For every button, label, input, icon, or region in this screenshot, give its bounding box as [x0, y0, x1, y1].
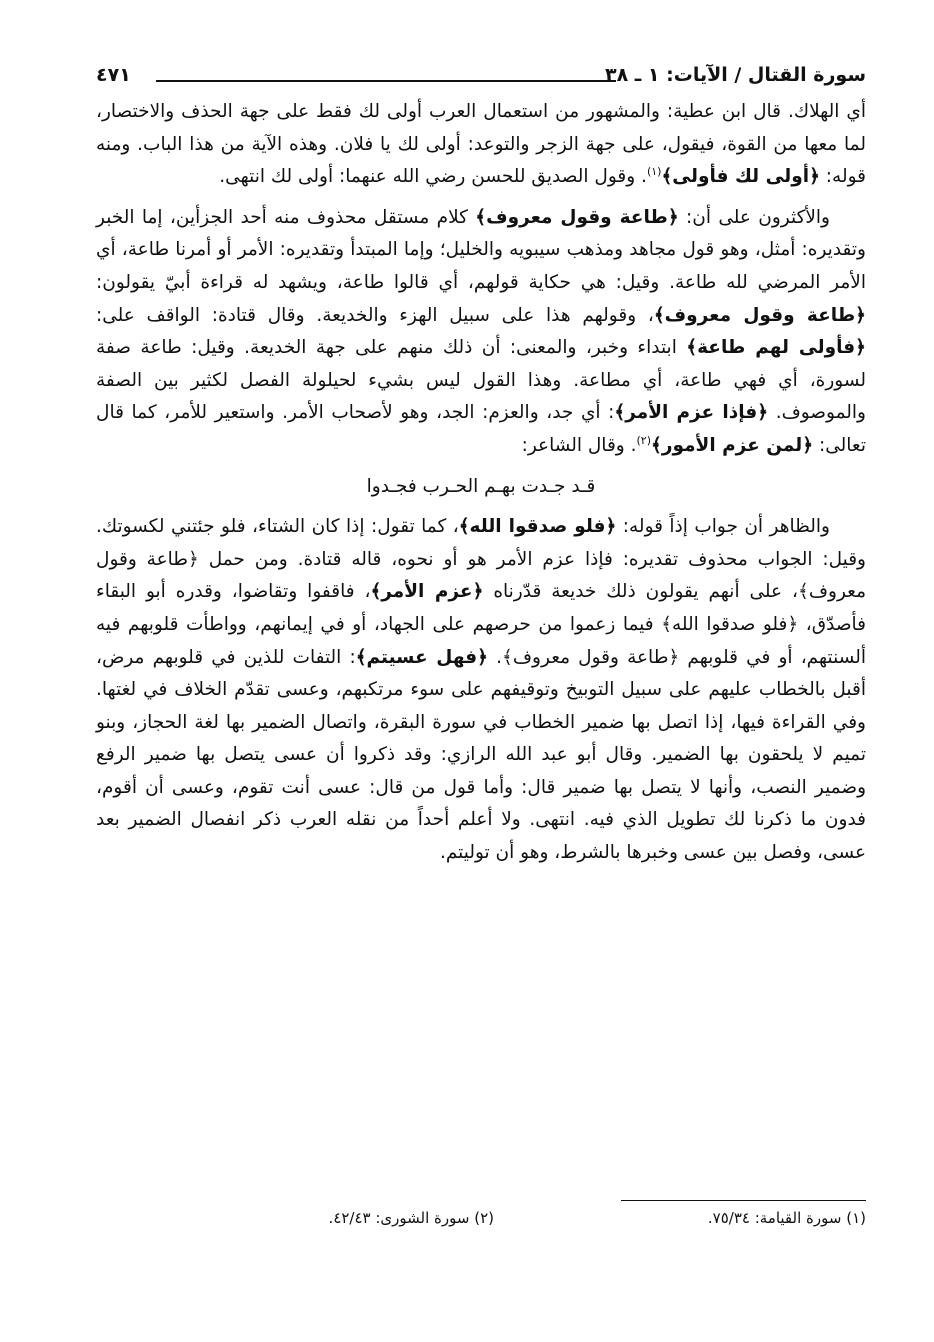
text-run: . وقول الصديق للحسن رضي الله عنهما: أولى لك انتهى.: [219, 166, 647, 188]
text-run: والأكثرون على أن:: [678, 206, 830, 228]
text-run: ، كما تقول: إذا كان الشتاء، فلو جئتني لكسوتك. وقيل: الجواب محذوف تقديره: فإذا عزم الأمر هو أو نحوه، قاله قتادة. ومن حمل: [96, 516, 866, 570]
text-run: ، وقولهم هذا على سبيل الهزء والخديعة. وقال قتادة: الواقف على:: [96, 304, 654, 326]
footnotes: [96, 1200, 866, 1237]
quran-quote: ﴿عزم الأمر﴾: [370, 581, 484, 603]
page-header: [96, 60, 866, 92]
text-run: .: [488, 646, 503, 668]
quran-quote: ﴿فلو صدقوا الله﴾: [458, 516, 617, 538]
text-run: ، على أنهم يقولون ذلك خديعة قدّرناه: [483, 581, 798, 603]
text-run: . وقال الشاعر:: [521, 434, 637, 456]
footnote-ref: (٢): [636, 433, 652, 447]
text-run: أي الهلاك. قال ابن عطية: والمشهور من استعمال العرب أولى لك فقط على جهة الحذف والاختصار، لما معها من القوة، فيقول، على جهة الزجر والتوعد: أولى لك يا فلان. وهذه الآية من هذا الباب. ومنه قوله:: [96, 101, 866, 188]
quran-quote: ﴿فإذا عزم الأمر﴾: [614, 402, 769, 424]
quran-quote: ﴿فأولى لهم طاعة﴾: [686, 337, 866, 359]
poetry-verse: قـد جـدت بهـم الحـرب فجـدوا: [366, 475, 596, 497]
text-run: ، فاقفوا وتقاضوا، وقدره أبو البقاء فأصدّق،: [96, 581, 867, 635]
paragraph-1: [96, 96, 866, 194]
text-run: ﴿فلو صدقوا الله﴾: [661, 613, 799, 635]
footnote-2: (٢) سورة الشورى: ٤٢/٤٣.: [328, 1209, 494, 1227]
text-run: فيما زعموا من حرصهم على الجهاد، أو في إيمانهم، وواطأت قلوبهم فيه ألسنتهم، أو في قلوبهم: [96, 613, 866, 668]
paragraph-3: [96, 511, 866, 870]
quran-quote: ﴿لمن عزم الأمور﴾: [651, 434, 814, 456]
main-text: [96, 96, 866, 870]
footnote-ref: (١): [646, 165, 662, 179]
book-page: [96, 60, 866, 1320]
quran-quote: ﴿طاعة وقول معروف﴾: [475, 206, 679, 228]
quran-quote: ﴿طاعة وقول معروف﴾: [653, 304, 867, 326]
header-rule: [156, 80, 616, 82]
text-run: والظاهر أن جواب إذاً قوله:: [616, 516, 830, 538]
text-run: كلام مستقل محذوف منه أحد الجزأين، إما الخبر وتقديره: أمثل، وهو قول مجاهد ومذهب سيبويه والخليل؛ وإما المبتدأ وتقديره: الأمر أو أمرنا طاعة، أي الأمر المرضي لله طاعة. وقيل: هي حكاية قولهم، أي قالوا طاعة، ويشهد له قراءة أبيّ يقولون:: [96, 206, 866, 293]
paragraph-2: [96, 202, 866, 463]
text-run: ﴿طاعة وقول معروف﴾: [502, 646, 680, 668]
text-run: : أي جد، والعزم: الجد، وهو لأصحاب الأمر. واستعير للأمر، كما قال تعالى:: [96, 402, 866, 456]
text-run: ﴿طاعة وقول معروف﴾: [96, 548, 866, 603]
footnote-rule: [621, 1200, 866, 1201]
text-run: : التفات للذين في قلوبهم مرض، أقبل بالخطاب عليهم على سبيل التوبيخ وتوقيفهم على سوء مرتكبهم، وعسى تقدّم الخلاف في لغتها. وفي القراءة فيها، إذا اتصل بها ضمير الخطاب في سورة البقرة، واتصال الضمير بها لغة الحجاز، وبنو تميم لا يلحقون بها الضمير. وقال أبو عبد الله الرازي: وقد ذكروا أن عسى يتصل بها ضمير الرفع وضمير النصب، وأنها لا يتصل بها ضمير قال: وأما قول من قال: عسى أنت تقوم، وعسى أن أقوم، فدون ما ذكرنا لك تطويل الذي فيه. انتهى. ولا أعلم أحداً من نقله العرب ذكر انفصال الضمير بعد عسى، وفصل بين عسى وخبرها بالشرط، وهو أن توليتم.: [96, 646, 866, 864]
quran-quote: ﴿فهل عسيتم﴾: [355, 646, 488, 668]
footnote-1: (١) سورة القيامة: ٧٥/٣٤.: [707, 1209, 866, 1227]
quran-quote: ﴿أولى لك فأولى﴾: [661, 166, 820, 188]
text-run: ابتداء وخبر، والمعنى: أن ذلك منهم على جهة الخديعة. وقيل: طاعة صفة لسورة، أي فهي طاعة، أي مطاعة. وهذا القول ليس بشيء لحيلولة الفصل لكثير بين الصفة والموصوف.: [96, 337, 866, 424]
running-title: سورة القتال / الآيات: ١ ـ ٣٨: [604, 64, 866, 86]
page-number: ٤٧١: [96, 64, 131, 86]
